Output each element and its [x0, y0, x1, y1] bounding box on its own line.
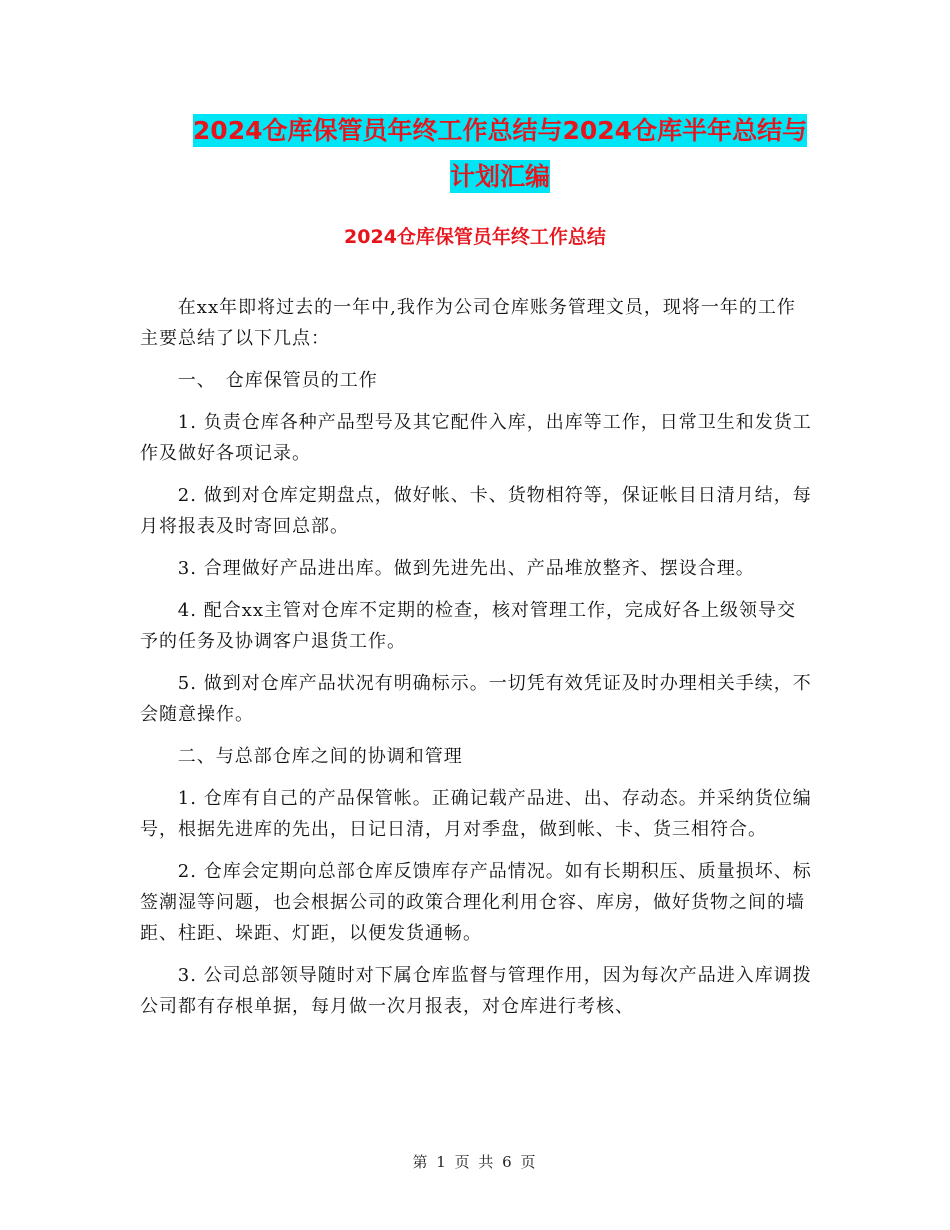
paragraph-coord-2: 2. 仓库会定期向总部仓库反馈库存产品情况。如有长期积压、质量损坏、标签潮湿等问题，也会根据公司的政策合理化利用仓容、库房，做好货物之间的墙距、柱距、垛距、灯距，以便发货通畅。: [140, 861, 812, 944]
document-title: [120, 108, 880, 200]
heading-warehouse-keeper-work: 一、 仓库保管员的工作: [177, 370, 378, 391]
section-title: 2024仓库保管员年终工作总结: [344, 226, 606, 248]
paragraph-coord-3: 3. 公司总部领导随时对下属仓库监督与管理作用，因为每次产品进入库调拨公司都有存根单据，每月做一次月报表，对仓库进行考核、: [140, 965, 812, 1017]
paragraph-coord-1: 1. 仓库有自己的产品保管帐。正确记载产品进、出、存动态。并采纳货位编号，根据先进库的先出，日记日清，月对季盘，做到帐、卡、货三相符合。: [140, 788, 812, 840]
paragraph-item-5: 5. 做到对仓库产品状况有明确标示。一切凭有效凭证及时办理相关手续，不会随意操作。: [140, 673, 812, 725]
document-body: [140, 292, 812, 1033]
heading-coordination: 二、与总部仓库之间的协调和管理: [177, 746, 463, 767]
paragraph-item-3: 3. 合理做好产品进出库。做到先进先出、产品堆放整齐、摆设合理。: [177, 558, 755, 579]
page-footer: 第 1 页 共 6 页: [412, 1153, 538, 1171]
paragraph-item-2: 2. 做到对仓库定期盘点，做好帐、卡、货物相符等，保证帐目日清月结，每月将报表及时寄回总部。: [140, 485, 812, 537]
paragraph-item-4: 4. 配合xx主管对仓库不定期的检查，核对管理工作，完成好各上级领导交予的任务及协调客户退货工作。: [140, 600, 796, 652]
document-title-line-2: 计划汇编: [449, 162, 550, 191]
document-title-line-1: 2024仓库保管员年终工作总结与2024仓库半年总结与: [192, 116, 808, 145]
paragraph-intro: 在xx年即将过去的一年中,我作为公司仓库账务管理文员，现将一年的工作主要总结了以下几点：: [140, 297, 796, 349]
paragraph-item-1: 1. 负责仓库各种产品型号及其它配件入库，出库等工作，日常卫生和发货工作及做好各项记录。: [140, 412, 812, 464]
